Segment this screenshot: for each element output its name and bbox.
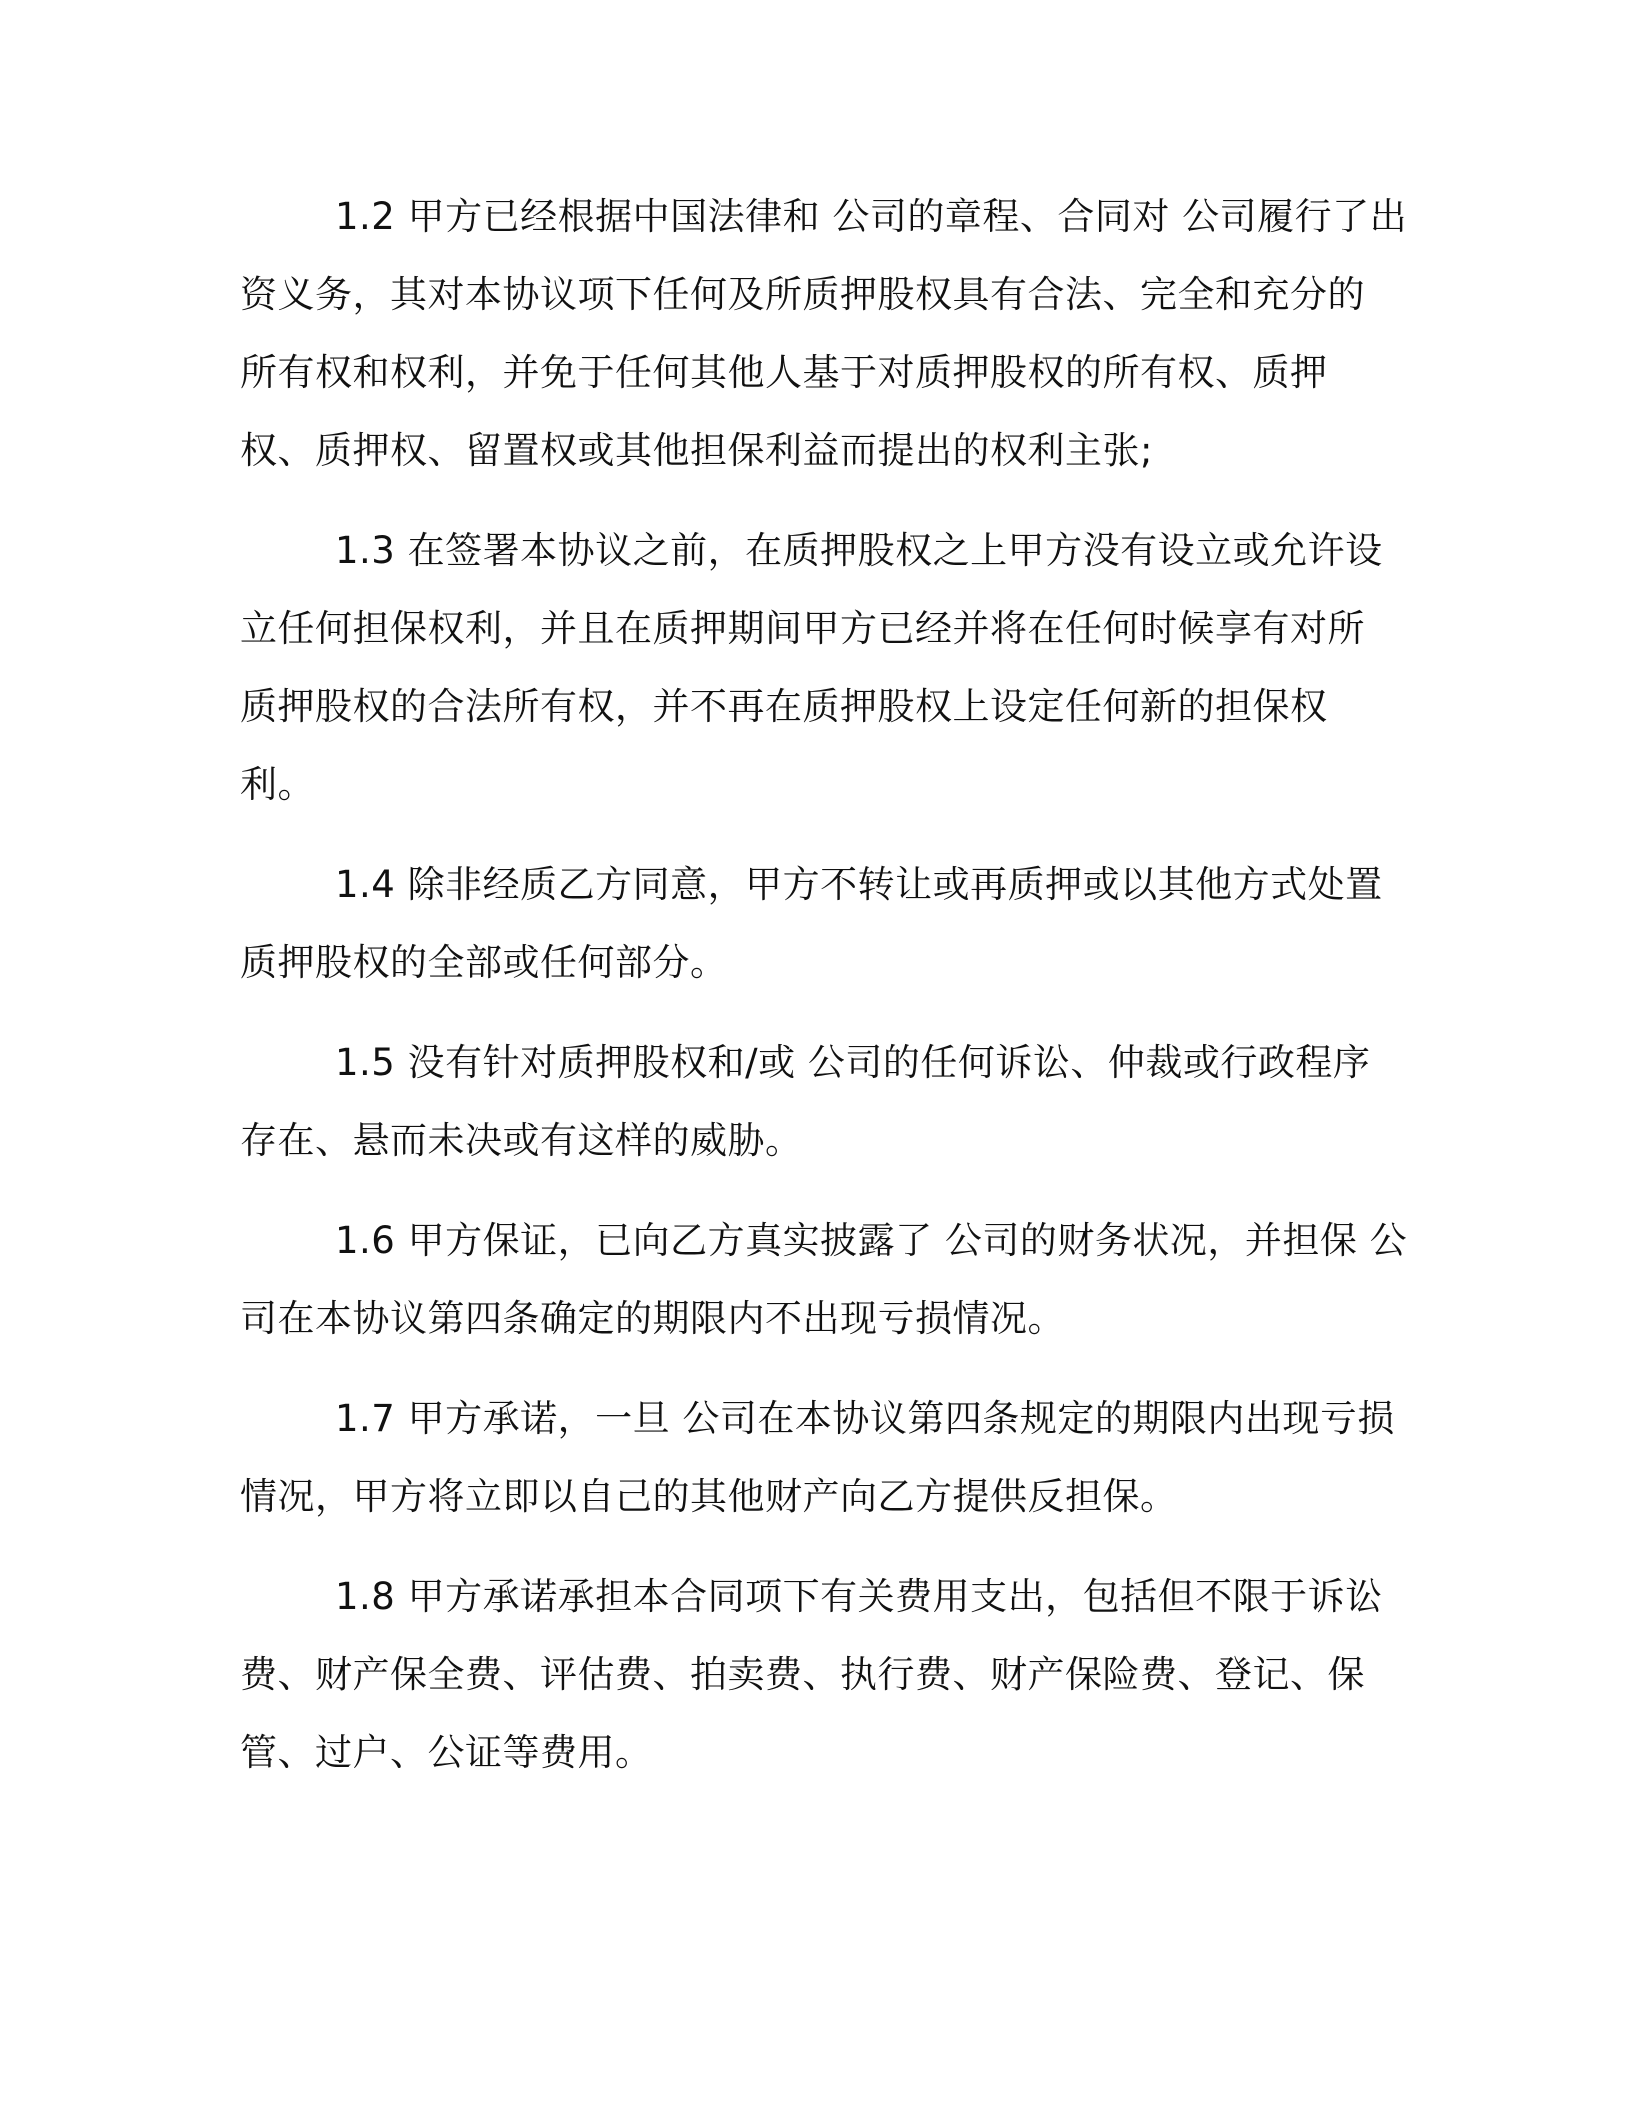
- clause-line: 1.8 甲方承诺承担本合同项下有关费用支出，包括但不限于诉讼: [335, 1575, 1383, 1618]
- clause-line: 质押股权的全部或任何部分。: [240, 941, 728, 984]
- clause-line: 情况，甲方将立即以自己的其他财产向乙方提供反担保。: [240, 1475, 1178, 1518]
- clause-1-2: [240, 178, 1408, 490]
- clause-1-3: [240, 512, 1400, 824]
- clause-1-4: [240, 846, 1400, 1002]
- clause-line: 1.2 甲方已经根据中国法律和 公司的章程、合同对 公司履行了出: [335, 195, 1408, 238]
- clause-line: 管、过户、公证等费用。: [240, 1731, 653, 1774]
- clause-line: 利。: [240, 763, 315, 806]
- clause-1-5: [240, 1024, 1400, 1180]
- clause-line: 立任何担保权利，并且在质押期间甲方已经并将在任何时候享有对所: [240, 607, 1365, 650]
- clause-line: 存在、悬而未决或有这样的威胁。: [240, 1119, 803, 1162]
- clause-line: 权、质押权、留置权或其他担保利益而提出的权利主张;: [240, 429, 1153, 472]
- clause-1-7: [240, 1380, 1400, 1536]
- clause-line: 1.6 甲方保证，已向乙方真实披露了 公司的财务状况，并担保 公: [335, 1219, 1408, 1262]
- clause-line: 质押股权的合法所有权，并不再在质押股权上设定任何新的担保权: [240, 685, 1328, 728]
- clause-line: 1.7 甲方承诺，一旦 公司在本协议第四条规定的期限内出现亏损: [335, 1397, 1395, 1440]
- clause-line: 1.5 没有针对质押股权和/或 公司的任何诉讼、仲裁或行政程序: [335, 1041, 1371, 1084]
- clause-line: 费、财产保全费、评估费、拍卖费、执行费、财产保险费、登记、保: [240, 1653, 1365, 1696]
- clause-line: 1.4 除非经质乙方同意，甲方不转让或再质押或以其他方式处置: [335, 863, 1383, 906]
- clause-1-8: [240, 1558, 1400, 1792]
- clause-line: 司在本协议第四条确定的期限内不出现亏损情况。: [240, 1297, 1065, 1340]
- clause-line: 所有权和权利，并免于任何其他人基于对质押股权的所有权、质押: [240, 351, 1328, 394]
- clause-line: 1.3 在签署本协议之前，在质押股权之上甲方没有设立或允许设: [335, 529, 1383, 572]
- clause-1-6: [240, 1202, 1408, 1358]
- clause-line: 资义务，其对本协议项下任何及所质押股权具有合法、完全和充分的: [240, 273, 1365, 316]
